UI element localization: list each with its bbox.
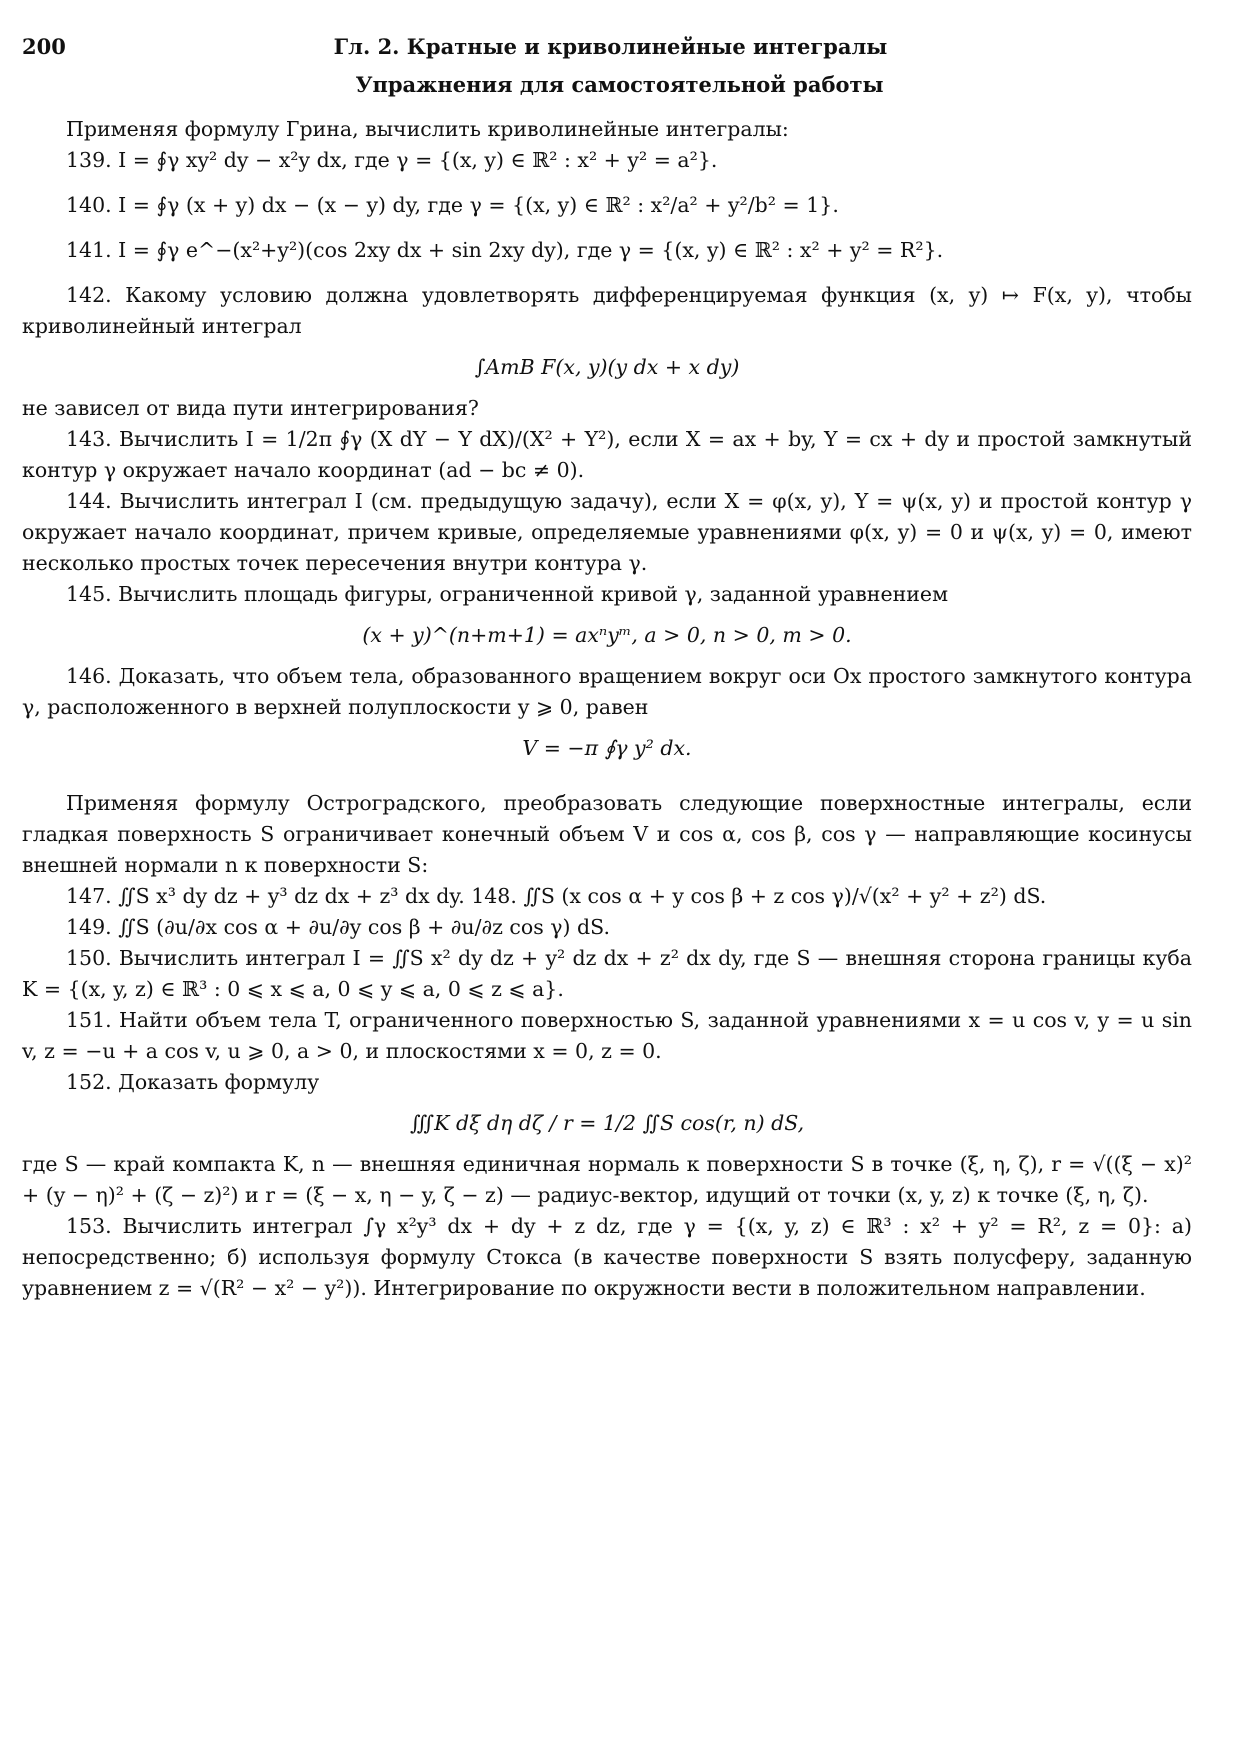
section-title: Упражнения для самостоятельной работы <box>355 72 884 97</box>
page-number: 200 <box>22 34 66 59</box>
running-header <box>22 34 1199 64</box>
problem-142: 142. Какому условию должна удовлетворять дифференцируемая функция (x, y) ↦ F(x, y), чтобы криволинейный интеграл <box>22 283 1192 338</box>
problem-153: 153. Вычислить интеграл ∫γ x²y³ dx + dy + z dz, где γ = {(x, y, z) ∈ ℝ³ : x² + y² = R², z = 0}: а) непосредственно; б) используя формулу Стокса (в качестве поверхности S взять полусферу, заданную уравнением z = √(R² − x² − y²)). Интегрирование по окружности вести в положительном направлении. <box>22 1214 1192 1300</box>
intro-ostrogradsky: Применяя формулу Остроградского, преобразовать следующие поверхностные интегралы, если гладкая поверхность S ограничивает конечный объем V и cos α, cos β, cos γ — направляющие косинусы внешней нормали n к поверхности S: <box>22 791 1192 877</box>
intro-green: Применяя формулу Грина, вычислить криволинейные интегралы: <box>66 117 789 141</box>
problem-144: 144. Вычислить интеграл I (см. предыдущую задачу), если X = φ(x, y), Y = ψ(x, y) и простой контур γ окружает начало координат, причем кривые, определяемые уравнениями φ(x, y) = 0 и ψ(x, y) = 0, имеют несколько простых точек пересечения внутри контура γ. <box>22 489 1192 575</box>
chapter-title: Гл. 2. Кратные и криволинейные интегралы <box>333 34 888 59</box>
problems-147-148: 147. ∬S x³ dy dz + y³ dz dx + z³ dx dy. 148. ∬S (x cos α + y cos β + z cos γ)/√(x² + y² + z²) dS. <box>66 884 1047 908</box>
problem-149: 149. ∬S (∂u/∂x cos α + ∂u/∂y cos β + ∂u/∂z cos γ) dS. <box>66 915 611 939</box>
equation-146: V = −π ∮γ y² dx. <box>522 736 692 760</box>
problem-146: 146. Доказать, что объем тела, образованного вращением вокруг оси Ox простого замкнутого контура γ, расположенного в верхней полуплоскости y ⩾ 0, равен <box>22 664 1192 719</box>
page-body <box>22 114 1192 1304</box>
problem-151: 151. Найти объем тела T, ограниченного поверхностью S, заданной уравнениями x = u cos v, y = u sin v, z = −u + a cos v, u ⩾ 0, a > 0, и плоскостями x = 0, z = 0. <box>22 1008 1192 1063</box>
problem-142-end: не зависел от вида пути интегрирования? <box>22 396 479 420</box>
problem-152: 152. Доказать формулу <box>66 1070 320 1094</box>
problem-145: 145. Вычислить площадь фигуры, ограниченной кривой γ, заданной уравнением <box>66 582 949 606</box>
equation-145: (x + y)^(n+m+1) = axⁿyᵐ, a > 0, n > 0, m > 0. <box>362 623 852 647</box>
equation-142: ∫AmB F(x, y)(y dx + x dy) <box>474 355 740 379</box>
problem-140: 140. I = ∮γ (x + y) dx − (x − y) dy, где γ = {(x, y) ∈ ℝ² : x²/a² + y²/b² = 1}. <box>66 193 839 217</box>
problem-143: 143. Вычислить I = 1/2π ∮γ (X dY − Y dX)/(X² + Y²), если X = ax + by, Y = cx + dy и простой замкнутый контур γ окружает начало координат (ad − bc ≠ 0). <box>22 427 1192 482</box>
problem-141: 141. I = ∮γ e^−(x²+y²)(cos 2xy dx + sin 2xy dy), где γ = {(x, y) ∈ ℝ² : x² + y² = R²}. <box>66 238 944 262</box>
problem-150: 150. Вычислить интеграл I = ∬S x² dy dz + y² dz dx + z² dx dy, где S — внешняя сторона границы куба K = {(x, y, z) ∈ ℝ³ : 0 ⩽ x ⩽ a, 0 ⩽ y ⩽ a, 0 ⩽ z ⩽ a}. <box>22 946 1192 1001</box>
problem-139: 139. I = ∮γ xy² dy − x²y dx, где γ = {(x, y) ∈ ℝ² : x² + y² = a²}. <box>66 148 718 172</box>
problem-152-end: где S — край компакта K, n — внешняя единичная нормаль к поверхности S в точке (ξ, η, ζ), r = √((ξ − x)² + (y − η)² + (ζ − z)²) и r = (ξ − x, η − y, ζ − z) — радиус-вектор, идущий от точки (x, y, z) к точке (ξ, η, ζ). <box>22 1152 1192 1207</box>
equation-152: ∭K dξ dη dζ / r = 1/2 ∬S cos(r, n) dS, <box>409 1111 805 1135</box>
